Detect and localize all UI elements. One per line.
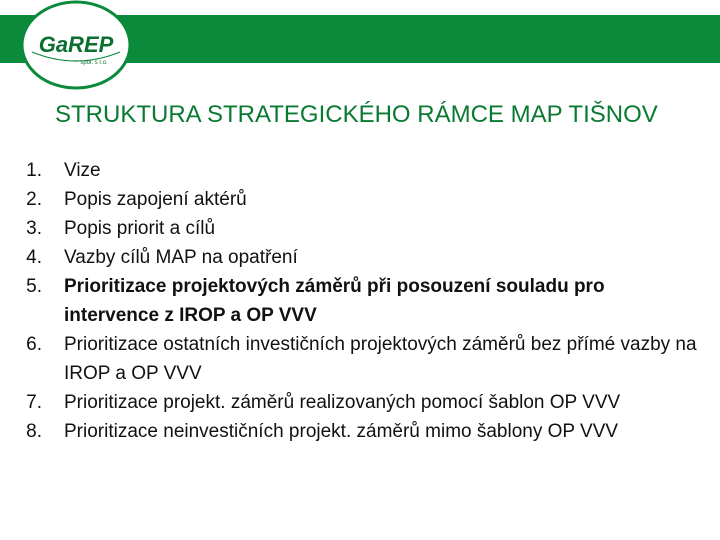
list-item-1 bbox=[0, 156, 704, 185]
logo-text: GaREP bbox=[38, 32, 114, 57]
list-item-2 bbox=[0, 185, 704, 214]
list-item-8 bbox=[0, 417, 704, 446]
item-number: 2. bbox=[26, 189, 42, 210]
item-number: 7. bbox=[26, 392, 42, 413]
item-text: Vazby cílů MAP na opatření bbox=[64, 247, 298, 268]
item-number: 1. bbox=[26, 160, 42, 181]
item-text: Prioritizace ostatních investičních projektových záměrů bez přímé vazby na IROP a OP VVV bbox=[64, 334, 697, 384]
company-logo bbox=[20, 0, 132, 90]
item-text: Prioritizace neinvestičních projekt. záměrů mimo šablony OP VVV bbox=[64, 421, 619, 442]
item-text: Popis zapojení aktérů bbox=[64, 189, 247, 210]
item-number: 8. bbox=[26, 421, 42, 442]
page-title: STRUKTURA STRATEGICKÉHO RÁMCE MAP TIŠNOV bbox=[55, 101, 658, 128]
item-text: Popis priorit a cílů bbox=[64, 218, 216, 239]
item-number: 3. bbox=[26, 218, 42, 239]
item-text: Vize bbox=[64, 160, 101, 181]
list-item-6 bbox=[0, 330, 704, 388]
item-text: Prioritizace projekt. záměrů realizovaných pomocí šablon OP VVV bbox=[64, 392, 621, 413]
outline-list bbox=[0, 156, 720, 446]
logo-subtext: spol. s r.o. bbox=[80, 60, 108, 66]
list-item-4 bbox=[0, 243, 704, 272]
item-number: 4. bbox=[26, 247, 42, 268]
item-number: 6. bbox=[26, 334, 42, 355]
list-item-3 bbox=[0, 214, 704, 243]
item-text: Prioritizace projektových záměrů při posouzení souladu pro intervence z IROP a OP VVV bbox=[64, 276, 605, 326]
list-item-5 bbox=[0, 272, 704, 330]
list-item-7 bbox=[0, 388, 704, 417]
item-number: 5. bbox=[26, 276, 42, 297]
